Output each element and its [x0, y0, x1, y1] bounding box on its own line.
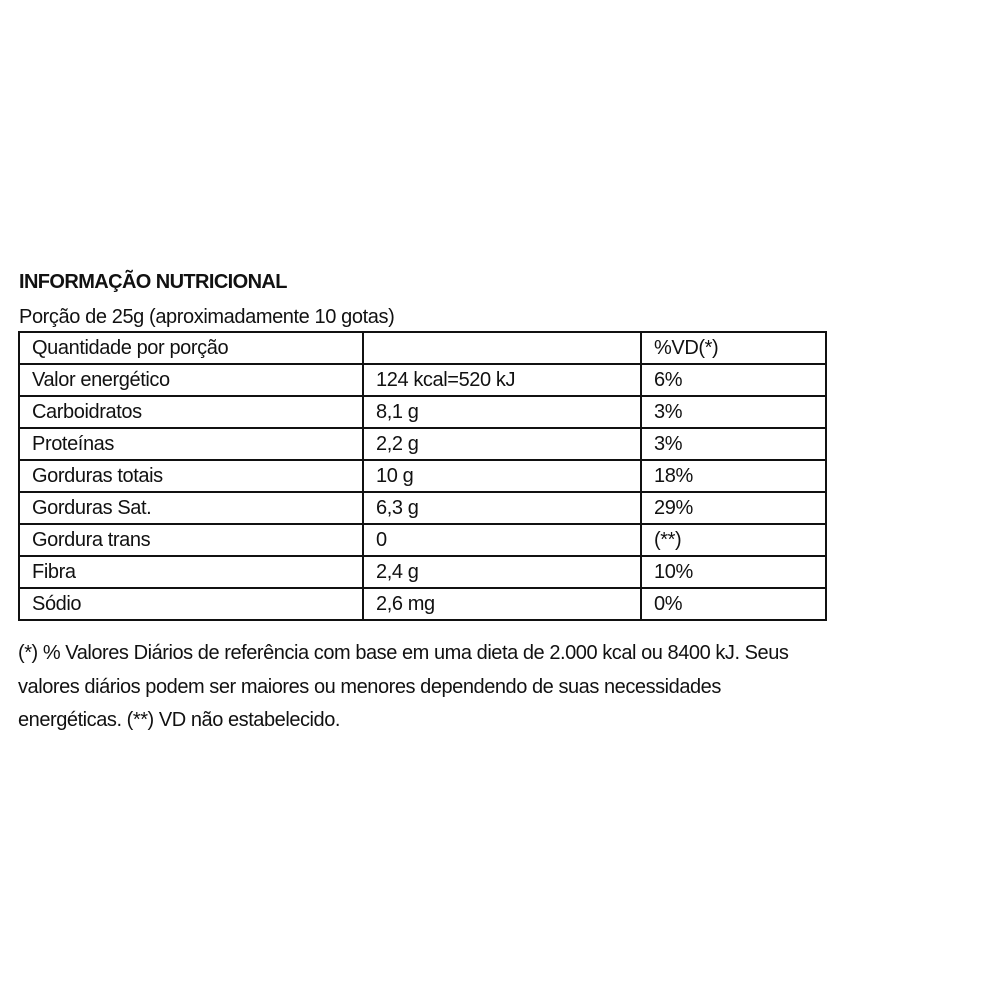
nutrient-daily-value: 6% — [641, 364, 826, 396]
table-row — [19, 556, 826, 588]
nutrient-daily-value: 10% — [641, 556, 826, 588]
nutrient-amount: 2,2 g — [363, 428, 641, 460]
footnote-line: energéticas. (**) VD não estabelecido. — [18, 709, 340, 731]
nutrient-amount: 2,4 g — [363, 556, 641, 588]
nutrient-amount: 2,6 mg — [363, 588, 641, 620]
table-row — [19, 524, 826, 556]
table-row — [19, 460, 826, 492]
nutrient-amount: 10 g — [363, 460, 641, 492]
nutrient-amount: 0 — [363, 524, 641, 556]
nutrient-name: Gorduras Sat. — [19, 492, 363, 524]
label-title: INFORMAÇÃO NUTRICIONAL — [19, 271, 287, 293]
nutrient-name: Carboidratos — [19, 396, 363, 428]
nutrient-daily-value: (**) — [641, 524, 826, 556]
table-row — [19, 364, 826, 396]
nutrient-amount: 8,1 g — [363, 396, 641, 428]
header-quantity: Quantidade por porção — [19, 332, 363, 364]
header-daily-value: %VD(*) — [641, 332, 826, 364]
nutrient-amount: 124 kcal=520 kJ — [363, 364, 641, 396]
header-amount — [363, 332, 641, 364]
nutrient-daily-value: 3% — [641, 428, 826, 460]
nutrient-daily-value: 18% — [641, 460, 826, 492]
nutrient-amount: 6,3 g — [363, 492, 641, 524]
nutrient-name: Proteínas — [19, 428, 363, 460]
footnote-line: valores diários podem ser maiores ou menores dependendo de suas necessidades — [18, 675, 721, 698]
footnote — [18, 637, 1000, 738]
nutrient-daily-value: 0% — [641, 588, 826, 620]
table-row — [19, 396, 826, 428]
nutrition-label — [18, 268, 998, 731]
nutrient-name: Gordura trans — [19, 524, 363, 556]
nutrition-table — [18, 331, 827, 621]
nutrient-name: Sódio — [19, 588, 363, 620]
table-row — [19, 588, 826, 620]
footnote-line: (*) % Valores Diários de referência com base em uma dieta de 2.000 kcal ou 8400 kJ. Seus — [18, 642, 789, 664]
nutrient-name: Fibra — [19, 556, 363, 588]
nutrient-daily-value: 3% — [641, 396, 826, 428]
nutrient-daily-value: 29% — [641, 492, 826, 524]
table-row — [19, 492, 826, 524]
serving-size: Porção de 25g (aproximadamente 10 gotas) — [19, 306, 395, 328]
nutrient-name: Valor energético — [19, 364, 363, 396]
nutrient-name: Gorduras totais — [19, 460, 363, 492]
table-row — [19, 428, 826, 460]
table-header-row — [19, 332, 826, 364]
